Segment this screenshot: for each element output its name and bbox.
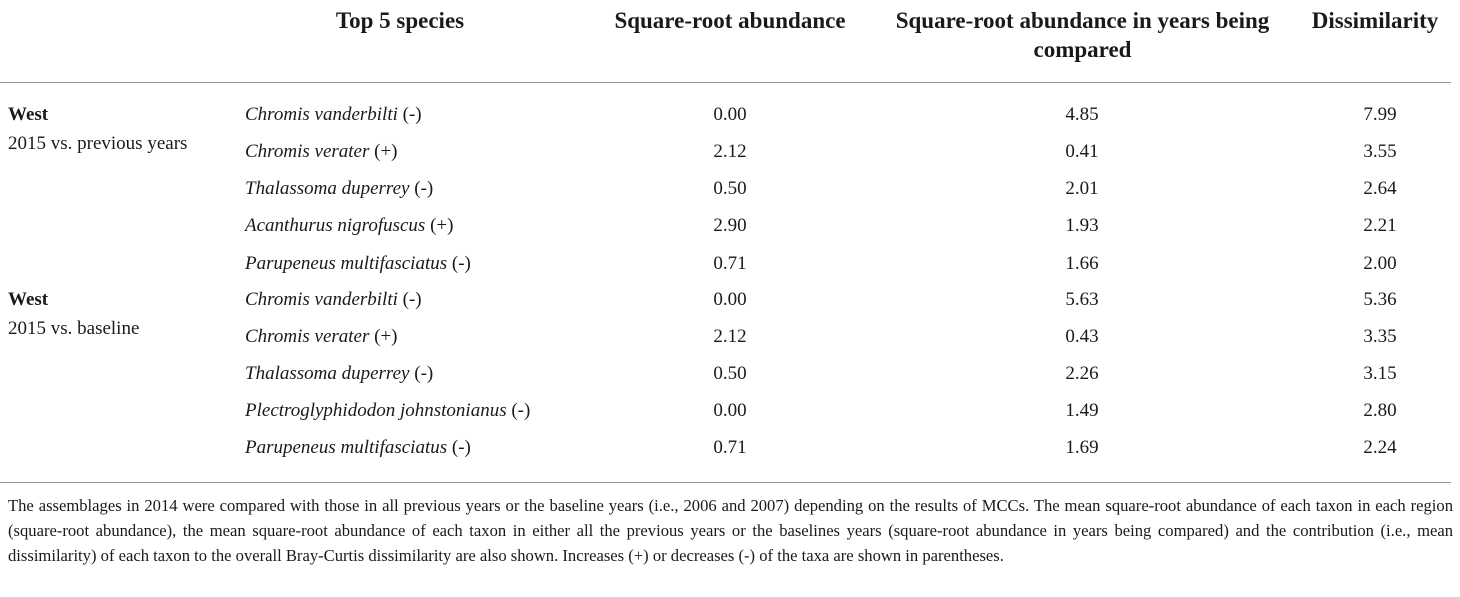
sqrt-abundance-compared-cell: 1.69	[1065, 437, 1099, 458]
table-footnote: The assemblages in 2014 were compared with those in all previous years or the baseline years (i.e., 2006 and 2007) depending on the results of MCCs. The mean square-root abundance of each taxon in each region (square-root abundance), the mean square-root abundance of each taxon in either all the previous years or the baselines years (square-root abundance in years being compared) and the contribution (i.e., mean dissimilarity) of each taxon to the overall Bray-Curtis dissimilarity are also shown. Increases (+) or decreases (-) of the taxa are shown in parentheses.	[8, 496, 1453, 565]
species-cell	[245, 137, 398, 166]
sqrt-abundance-compared-cell: 2.01	[1065, 178, 1099, 199]
sqrt-abundance-cell: 0.00	[713, 400, 747, 421]
species-cell	[245, 322, 398, 351]
table-row	[0, 322, 1460, 359]
table-row	[0, 396, 1460, 433]
species-cell	[245, 433, 471, 462]
species-change: (-)	[414, 178, 434, 199]
sqrt-abundance-cell: 0.00	[713, 104, 747, 125]
sqrt-abundance-compared-cell: 5.63	[1065, 289, 1099, 310]
species-change: (-)	[402, 104, 422, 125]
sqrt-abundance-compared-cell: 2.26	[1065, 363, 1099, 384]
table-row	[0, 211, 1460, 248]
species-name: Plectroglyphidodon johnstonianus	[245, 400, 507, 421]
sqrt-abundance-cell: 2.12	[713, 141, 747, 162]
table-row	[0, 174, 1460, 211]
species-change: (-)	[414, 363, 434, 384]
species-cell	[245, 396, 530, 425]
sqrt-abundance-cell: 2.12	[713, 326, 747, 347]
group-region: West	[8, 104, 49, 125]
dissimilarity-cell: 3.15	[1363, 363, 1397, 384]
sqrt-abundance-cell: 0.00	[713, 289, 747, 310]
header-divider	[0, 82, 1451, 83]
dissimilarity-cell: 2.24	[1363, 437, 1397, 458]
table-row	[0, 137, 1460, 174]
species-change: (+)	[374, 326, 398, 347]
species-name: Chromis verater	[245, 141, 370, 162]
sqrt-abundance-compared-cell: 1.93	[1065, 215, 1099, 236]
table-row	[0, 249, 1460, 286]
dissimilarity-cell: 2.00	[1363, 253, 1397, 274]
dissimilarity-cell: 2.21	[1363, 215, 1397, 236]
species-name: Parupeneus multifasciatus	[245, 437, 448, 458]
table-row	[0, 285, 1460, 322]
dissimilarity-cell: 5.36	[1363, 289, 1397, 310]
group-comparison: 2015 vs. baseline	[8, 318, 140, 339]
column-header-sqrt-abundance: Square-root abundance	[614, 8, 846, 33]
sqrt-abundance-compared-cell: 0.41	[1065, 141, 1099, 162]
sqrt-abundance-compared-cell: 0.43	[1065, 326, 1099, 347]
sqrt-abundance-cell: 0.71	[713, 253, 747, 274]
species-name: Chromis vanderbilti	[245, 104, 398, 125]
group-region: West	[8, 289, 49, 310]
dissimilarity-cell: 3.35	[1363, 326, 1397, 347]
species-name: Thalassoma duperrey	[245, 363, 410, 384]
sqrt-abundance-cell: 0.50	[713, 363, 747, 384]
column-header-sqrt-abundance-compared: Square-root abundance in years being compared	[895, 8, 1270, 62]
species-change: (-)	[451, 253, 471, 274]
species-change: (-)	[402, 289, 422, 310]
species-name: Chromis vanderbilti	[245, 289, 398, 310]
sqrt-abundance-cell: 0.71	[713, 437, 747, 458]
species-change: (+)	[374, 141, 398, 162]
table-row	[0, 100, 1460, 137]
species-cell	[245, 211, 453, 240]
sqrt-abundance-cell: 2.90	[713, 215, 747, 236]
group-comparison: 2015 vs. previous years	[8, 133, 188, 154]
species-cell	[245, 100, 422, 129]
species-cell	[245, 359, 433, 388]
dissimilarity-cell: 3.55	[1363, 141, 1397, 162]
species-change: (-)	[511, 400, 531, 421]
species-name: Thalassoma duperrey	[245, 178, 410, 199]
species-name: Acanthurus nigrofuscus	[245, 215, 426, 236]
species-change: (+)	[430, 215, 454, 236]
sqrt-abundance-compared-cell: 1.49	[1065, 400, 1099, 421]
sqrt-abundance-compared-cell: 4.85	[1065, 104, 1099, 125]
species-cell	[245, 285, 422, 314]
dissimilarity-cell: 2.64	[1363, 178, 1397, 199]
species-name: Parupeneus multifasciatus	[245, 253, 448, 274]
dissimilarity-cell: 2.80	[1363, 400, 1397, 421]
table-row	[0, 433, 1460, 470]
sqrt-abundance-compared-cell: 1.66	[1065, 253, 1099, 274]
species-cell	[245, 174, 433, 203]
sqrt-abundance-cell: 0.50	[713, 178, 747, 199]
column-header-species: Top 5 species	[335, 8, 465, 33]
table-bottom-divider	[0, 482, 1451, 483]
column-header-dissimilarity: Dissimilarity	[1311, 8, 1439, 33]
species-cell	[245, 249, 471, 278]
species-change: (-)	[451, 437, 471, 458]
table-row	[0, 359, 1460, 396]
dissimilarity-cell: 7.99	[1363, 104, 1397, 125]
species-name: Chromis verater	[245, 326, 370, 347]
